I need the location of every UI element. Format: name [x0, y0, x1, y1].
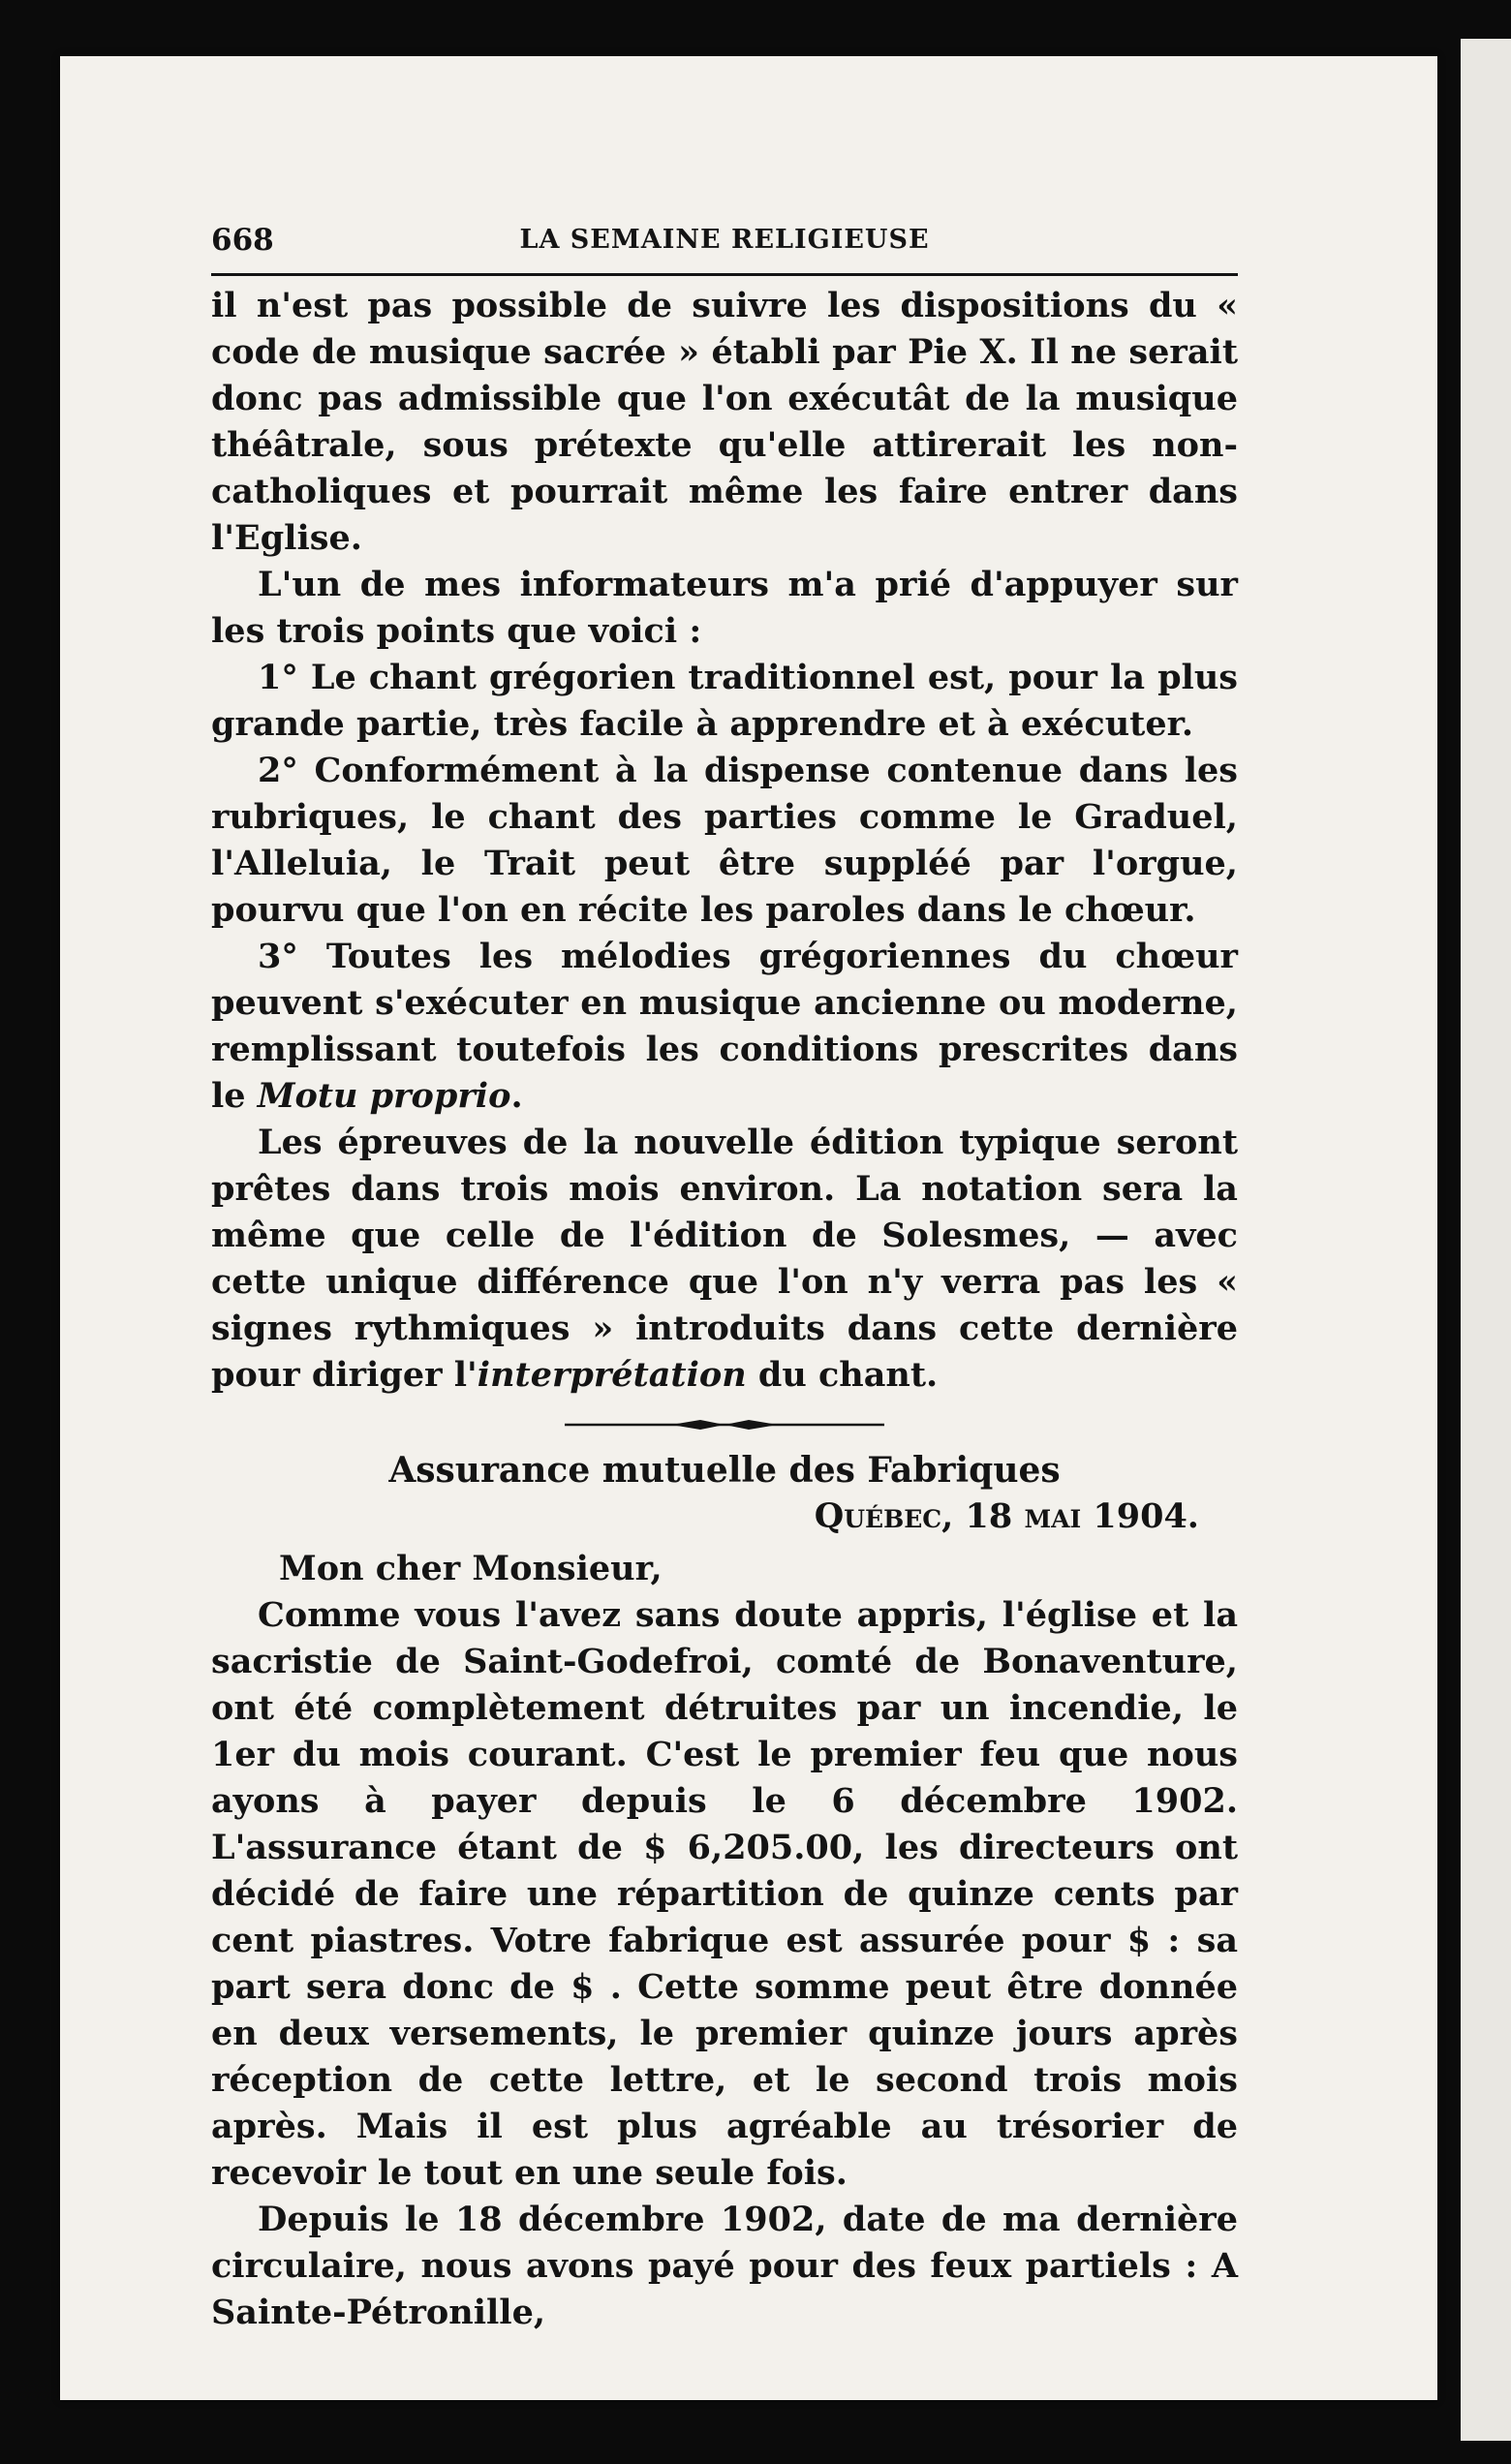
running-title: LA SEMAINE RELIGIEUSE [519, 225, 930, 255]
section-divider-ornament [211, 1402, 1238, 1447]
italic-text: interprétation [477, 1355, 747, 1395]
italic-text: Motu proprio [257, 1076, 511, 1116]
page-number: 668 [211, 223, 274, 258]
list-item-text: . [510, 1076, 523, 1116]
paragraph: L'un de mes informateurs m'a prié d'appuyer sur les trois points que voici : [211, 565, 1238, 651]
paragraph [211, 1120, 1238, 1399]
letter-paragraph: Comme vous l'avez sans doute appris, l'église et la sacristie de Saint-Godefroi, comté de Bonaventure, ont été complètement détruites par un incendie, le 1er du mois courant. C'est le premier feu que nous ayons à payer depuis le 6 décembre 1902. L'assurance étant de $ 6,205.00, les directeurs ont décidé de faire une répartition de quinze cents par cent piastres. Votre fabrique est assurée pour $ : sa part sera donc de $ . Cette somme peut être donnée en deux versements, le premier quinze jours après réception de cette lettre, et le second trois mois après. Mais il est plus agréable au trésorier de recevoir le tout en une seule fois. [211, 1595, 1238, 2193]
section-title: Assurance mutuelle des Fabriques [388, 1450, 1061, 1491]
list-item [211, 934, 1238, 1120]
body-text [211, 283, 1238, 2336]
letter-paragraph: Depuis le 18 décembre 1902, date de ma dernière circulaire, nous avons payé pour des feux partiels : A Sainte-Pétronille, [211, 2200, 1238, 2332]
list-item-text: 3° Toutes les mélodies grégoriennes du chœur peuvent s'exécuter en musique ancienne ou moderne, remplissant toutefois les conditions prescrites dans le [211, 937, 1238, 1116]
divider-ornament-icon [565, 1413, 884, 1436]
header-rule [211, 273, 1238, 276]
list-item: 2° Conformément à la dispense contenue dans les rubriques, le chant des parties comme le Graduel, l'Alleluia, le Trait peut être suppléé par l'orgue, pourvu que l'on en récite les paroles dans le chœur. [211, 751, 1238, 930]
paragraph-text: du chant. [746, 1355, 939, 1395]
adjacent-page-edge [1461, 39, 1511, 2441]
paragraph: il n'est pas possible de suivre les dispositions du « code de musique sacrée » établi par Pie X. Il ne serait donc pas admissible que l'on exécutât de la musique théâtrale, sous prétexte qu'elle attirerait les non-catholiques et pourrait même les faire entrer dans l'Eglise. [211, 286, 1238, 558]
list-item: 1° Le chant grégorien traditionnel est, pour la plus grande partie, très facile à apprendre et à exécuter. [211, 658, 1238, 744]
dateline: Québec, 18 mai 1904. [814, 1496, 1199, 1536]
page-header [211, 213, 1238, 271]
paragraph-text: Les épreuves de la nouvelle édition typique seront prêtes dans trois mois environ. La notation sera la même que celle de l'édition de Solesmes, — avec cette unique différence que l'on n'y verra pas les « signes rythmiques » introduits dans cette dernière pour diriger l' [211, 1123, 1238, 1395]
salutation: Mon cher Monsieur, [279, 1549, 663, 1588]
